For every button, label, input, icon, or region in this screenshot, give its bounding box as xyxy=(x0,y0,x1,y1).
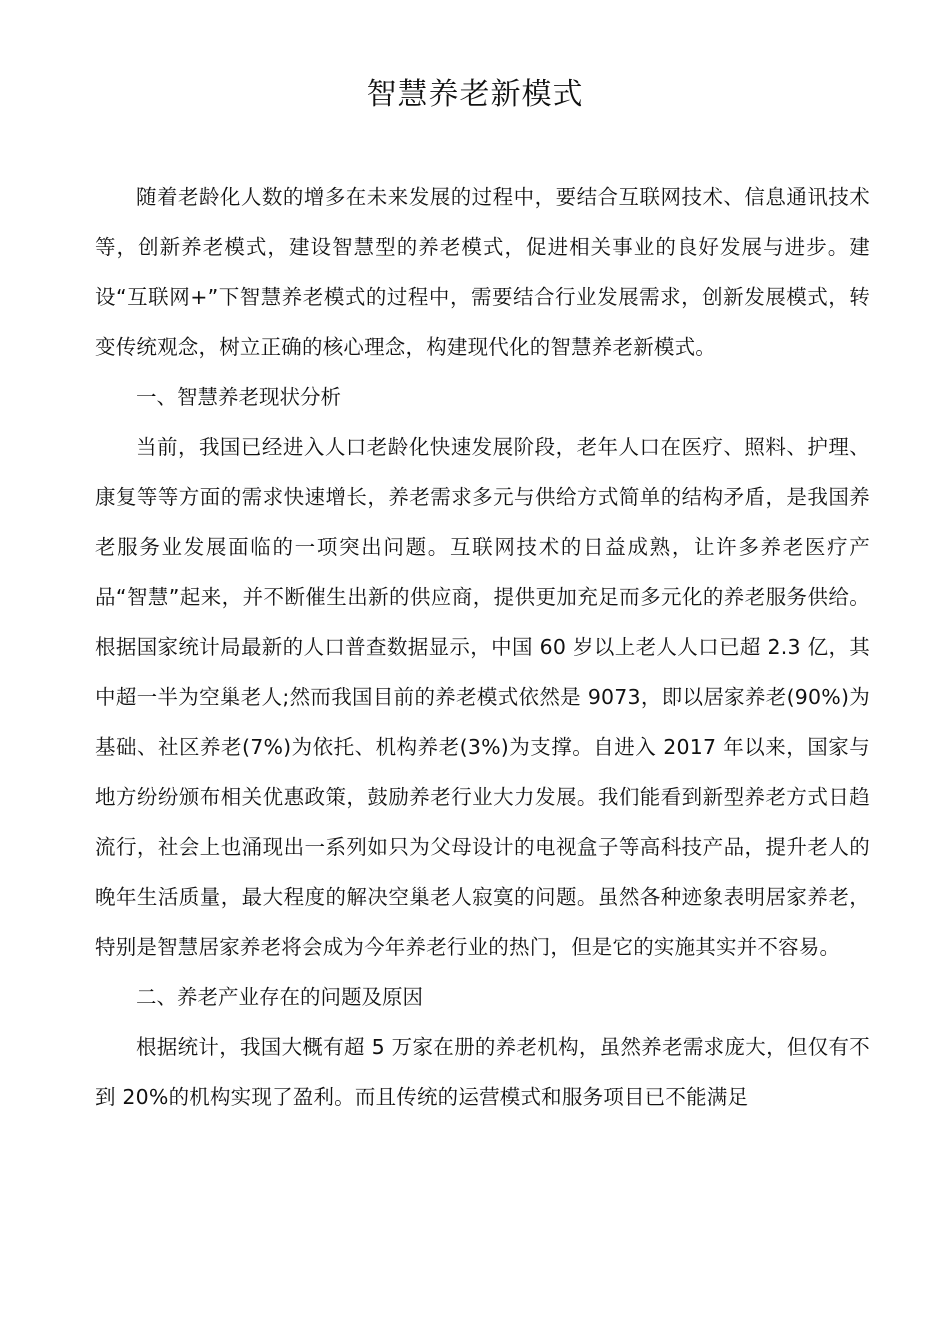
section-heading-2: 二、养老产业存在的问题及原因 xyxy=(136,985,423,1009)
section-heading-1: 一、智慧养老现状分析 xyxy=(136,385,341,409)
paragraph-status-analysis: 当前，我国已经进入人口老龄化快速发展阶段，老年人口在医疗、照料、护理、康复等等方面的需求快速增长，养老需求多元与供给方式简单的结构矛盾，是我国养老服务业发展面临的一项突出问题。互联网技术的日益成熟，让许多养老医疗产品“智慧”起来，并不断催生出新的供应商，提供更加充足而多元化的养老服务供给。根据国家统计局最新的人口普查数据显示，中国 60 岁以上老人人口已超 2.3 亿，其中超一半为空巢老人;然而我国目前的养老模式依然是 9073，即以居家养老(90%)为基础、社区养老(7%)为依托、机构养老(3%)为支撑。自进入 2017 年以来，国家与地方纷纷颁布相关优惠政策，鼓励养老行业大力发展。我们能看到新型养老方式日趋流行，社会上也涌现出一系列如只为父母设计的电视盒子等高科技产品，提升老人的晚年生活质量，最大程度的解决空巢老人寂寞的问题。虽然各种迹象表明居家养老，特别是智慧居家养老将会成为今年养老行业的热门，但是它的实施其实并不容易。 xyxy=(95,435,870,959)
document-title: 智慧养老新模式 xyxy=(366,77,584,112)
document-body xyxy=(95,172,870,1122)
paragraph-intro: 随着老龄化人数的增多在未来发展的过程中，要结合互联网技术、信息通讯技术等，创新养老模式，建设智慧型的养老模式，促进相关事业的良好发展与进步。建设“互联网+”下智慧养老模式的过程中，需要结合行业发展需求，创新发展模式，转变传统观念，树立正确的核心理念，构建现代化的智慧养老新模式。 xyxy=(95,185,870,359)
paragraph-industry-problems: 根据统计，我国大概有超 5 万家在册的养老机构，虽然养老需求庞大，但仅有不到 20%的机构实现了盈利。而且传统的运营模式和服务项目已不能满足 xyxy=(95,1035,870,1109)
